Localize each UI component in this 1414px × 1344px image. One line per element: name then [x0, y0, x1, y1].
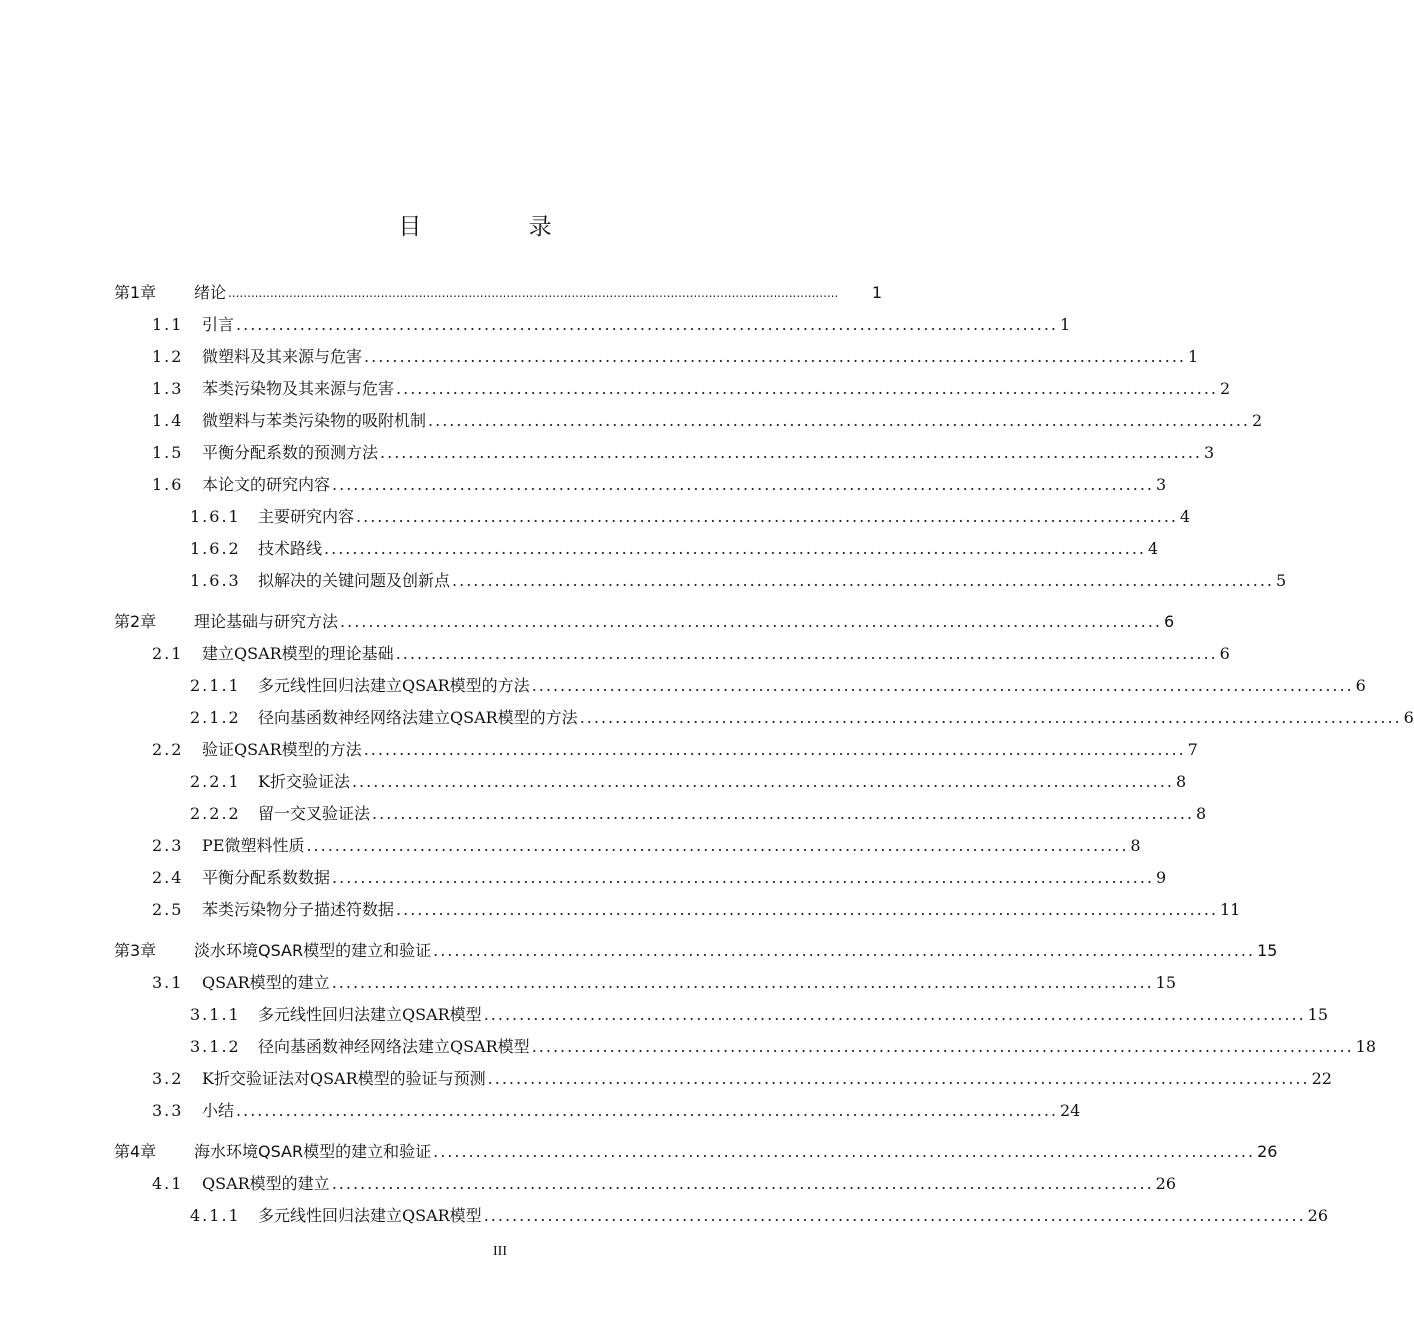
toc-entry-page: 26	[1307, 1206, 1329, 1225]
page-title: 目 录	[398, 214, 602, 240]
toc-entry-page: 26	[1257, 1142, 1278, 1161]
toc-entry-page: 7	[1187, 740, 1198, 759]
toc-entry-number: 2.1.1	[190, 676, 241, 695]
toc-entry[interactable]	[152, 866, 1167, 890]
toc-entry[interactable]	[152, 1067, 1332, 1091]
toc-entry-number: 1.2	[152, 347, 184, 366]
toc-entry-page: 6	[1403, 708, 1414, 727]
toc-entry[interactable]	[190, 1035, 1377, 1059]
toc-entry-page: 6	[1219, 644, 1230, 663]
toc-entry-title: 主要研究内容	[258, 507, 355, 526]
toc-entry-page: 8	[1175, 772, 1187, 791]
toc-leader: ....................................................................................................................	[356, 507, 1178, 526]
toc-entry-title: 本论文的研究内容	[202, 475, 331, 494]
toc-entry[interactable]	[152, 898, 1241, 922]
toc-entry-title: 苯类污染物分子描述符数据	[202, 900, 395, 919]
toc-leader: ....................................................................................................................	[364, 347, 1186, 366]
toc-leader: ....................................................................................................................	[483, 1005, 1306, 1024]
toc-entry[interactable]	[114, 939, 1278, 963]
toc-entry-page: 26	[1155, 1174, 1177, 1193]
toc-entry-page: 8	[1130, 836, 1141, 855]
toc-leader: ....................................................................................................................	[483, 1206, 1306, 1225]
toc-entry-page: 6	[1355, 676, 1366, 695]
toc-entry-number: 1.6.2	[190, 539, 241, 558]
toc-entry-page: 15	[1257, 941, 1278, 960]
toc-entry-number: 3.3	[152, 1101, 184, 1120]
toc-entry[interactable]	[152, 738, 1198, 762]
toc-entry-title: 微塑料及其来源与危害	[202, 347, 363, 366]
toc-entry-number: 4.1	[152, 1174, 184, 1193]
toc-entry[interactable]	[152, 642, 1230, 666]
toc-entry[interactable]	[152, 473, 1167, 497]
toc-leader: ....................................................................................................................	[452, 571, 1274, 590]
toc-entry-number: 1.5	[152, 443, 184, 462]
toc-entry[interactable]	[190, 505, 1191, 529]
toc-entry-page: 11	[1219, 900, 1241, 919]
toc-leader: ....................................................................................................................	[331, 973, 1154, 992]
toc-leader: ....................................................................................................................	[332, 868, 1154, 887]
toc-entry[interactable]	[114, 281, 882, 305]
toc-entry-title: 平衡分配系数的预测方法	[202, 443, 379, 462]
toc-entry-title: 验证QSAR模型的方法	[202, 740, 362, 759]
toc-entry-page: 3	[1203, 443, 1215, 462]
toc-leader: ....................................................................................................................	[433, 1142, 1256, 1161]
toc-entry[interactable]	[152, 441, 1215, 465]
toc-entry-title: 多元线性回归法建立QSAR模型的方法	[258, 676, 530, 695]
toc-entry-title: 微塑料与苯类污染物的吸附机制	[202, 411, 427, 430]
toc-leader: ....................................................................................................................	[372, 804, 1194, 823]
toc-entry-number: 2.2.2	[190, 804, 241, 823]
toc-entry-number: 第3章	[114, 941, 157, 960]
toc-entry-title: QSAR模型的建立	[202, 973, 330, 992]
toc-entry-page: 9	[1155, 868, 1167, 887]
toc-leader: ....................................................................................................................	[324, 539, 1146, 558]
toc-entry-number: 1.6.1	[190, 507, 241, 526]
toc-entry[interactable]	[152, 409, 1263, 433]
toc-entry-number: 2.2.1	[190, 772, 241, 791]
toc-entry-number: 2.2	[152, 740, 184, 759]
toc-leader: ....................................................................................................................	[363, 740, 1186, 759]
toc-entry-number: 第2章	[114, 612, 157, 631]
toc-entry-page: 2	[1251, 411, 1263, 430]
toc-entry[interactable]	[190, 770, 1187, 794]
toc-entry-page: 5	[1275, 571, 1287, 590]
toc-entry-page: 1	[871, 283, 882, 302]
toc-entry-title: 留一交叉验证法	[258, 804, 371, 823]
toc-entry-page: 4	[1147, 539, 1159, 558]
toc-leader: ....................................................................................................................	[340, 612, 1162, 631]
toc-entry-number: 1.6.3	[190, 571, 241, 590]
toc-entry-title: 淡水环境QSAR模型的建立和验证	[194, 941, 432, 960]
toc-leader: ....................................................................................................................	[531, 1037, 1354, 1056]
toc-entry-title: 多元线性回归法建立QSAR模型	[258, 1005, 482, 1024]
toc-entry[interactable]	[190, 1204, 1329, 1228]
toc-entry-number: 第1章	[114, 283, 157, 302]
toc-entry-page: 24	[1059, 1101, 1081, 1120]
toc-leader: ....................................................................................................................	[531, 676, 1354, 695]
toc-leader: ....................................................................................................................	[236, 315, 1058, 334]
toc-leader: ....................................................................................................................	[236, 1101, 1058, 1120]
toc-entry-page: 15	[1307, 1005, 1329, 1024]
toc-entry-number: 1.1	[152, 315, 184, 334]
toc-entry[interactable]	[114, 610, 1175, 634]
toc-entry-title: 平衡分配系数数据	[202, 868, 331, 887]
toc-entry-number: 2.1	[152, 644, 184, 663]
toc-entry-page: 6	[1163, 612, 1175, 631]
toc-entry-title: 小结	[202, 1101, 235, 1120]
toc-leader: ....................................................................................................................	[395, 644, 1218, 663]
toc-leader: ....................................................................................................................	[396, 379, 1218, 398]
toc-entry[interactable]	[190, 537, 1159, 561]
toc-leader: ....................................................................................................................	[332, 475, 1154, 494]
toc-entry-page: 15	[1155, 973, 1177, 992]
toc-entry[interactable]	[190, 674, 1366, 698]
toc-entry-page: 3	[1155, 475, 1167, 494]
toc-leader: ....................................................................................................................	[579, 708, 1402, 727]
toc-entry-page: 2	[1219, 379, 1231, 398]
toc-entry[interactable]	[190, 1003, 1329, 1027]
toc-entry-title: 理论基础与研究方法	[194, 612, 339, 631]
toc-entry[interactable]	[152, 834, 1141, 858]
toc-entry-title: PE微塑料性质	[202, 836, 305, 855]
toc-entry-page: 18	[1355, 1037, 1377, 1056]
toc-entry[interactable]	[114, 1140, 1278, 1164]
toc-entry-number: 4.1.1	[190, 1206, 241, 1225]
toc-leader: ....................................................................................................................	[433, 941, 1256, 960]
toc-entry-number: 2.5	[152, 900, 184, 919]
toc-entry-title: 多元线性回归法建立QSAR模型	[258, 1206, 482, 1225]
toc-entry-number: 1.3	[152, 379, 184, 398]
toc-entry-number: 2.3	[152, 836, 184, 855]
toc-entry-number: 3.1.2	[190, 1037, 241, 1056]
toc-entry-number: 第4章	[114, 1142, 157, 1161]
toc-entry-number: 1.4	[152, 411, 184, 430]
toc-entry-number: 3.1.1	[190, 1005, 241, 1024]
toc-entry[interactable]	[152, 1099, 1081, 1123]
toc-leader: ....................................................................................................................	[428, 411, 1250, 430]
toc-entry[interactable]	[152, 345, 1199, 369]
toc-entry-title: 引言	[202, 315, 235, 334]
toc-entry-title: 径向基函数神经网络法建立QSAR模型	[258, 1037, 530, 1056]
toc-entry-title: 建立QSAR模型的理论基础	[202, 644, 394, 663]
toc-entry-number: 2.4	[152, 868, 184, 887]
toc-entry-page: 8	[1195, 804, 1207, 823]
toc-entry-page: 22	[1311, 1069, 1332, 1088]
toc-entry[interactable]	[190, 802, 1207, 826]
toc-leader: ....................................................................................................................	[380, 443, 1202, 462]
toc-entry[interactable]	[152, 971, 1177, 995]
toc-entry-title: 海水环境QSAR模型的建立和验证	[194, 1142, 432, 1161]
toc-leader: ................................................................................................................................................................	[228, 286, 839, 300]
toc-leader: ....................................................................................................................	[306, 836, 1129, 855]
toc-entry-number: 3.2	[152, 1069, 184, 1088]
toc-entry-page: 1	[1059, 315, 1071, 334]
toc-leader: ....................................................................................................................	[487, 1069, 1310, 1088]
toc-entry-title: QSAR模型的建立	[202, 1174, 330, 1193]
toc-entry-number: 3.1	[152, 973, 184, 992]
toc-entry-number: 1.6	[152, 475, 184, 494]
toc-entry-title: 径向基函数神经网络法建立QSAR模型的方法	[258, 708, 578, 727]
toc-entry-page: 4	[1179, 507, 1191, 526]
toc-entry[interactable]	[152, 313, 1071, 337]
toc-leader: ....................................................................................................................	[351, 772, 1174, 791]
toc-entry-title: 苯类污染物及其来源与危害	[202, 379, 395, 398]
toc-entry-title: K折交验证法	[258, 772, 350, 791]
toc-entry-number: 2.1.2	[190, 708, 241, 727]
toc-entry[interactable]	[190, 706, 1414, 730]
toc-entry[interactable]	[152, 377, 1231, 401]
toc-leader: ....................................................................................................................	[331, 1174, 1154, 1193]
toc-entry-title: 绪论	[194, 283, 227, 302]
toc-entry[interactable]	[190, 569, 1287, 593]
toc-entry[interactable]	[152, 1172, 1177, 1196]
toc-entry-page: 1	[1187, 347, 1199, 366]
toc-entry-title: 拟解决的关键问题及创新点	[258, 571, 451, 590]
page-number-footer: III	[493, 1244, 507, 1259]
toc-entry-title: 技术路线	[258, 539, 323, 558]
toc-leader: ....................................................................................................................	[396, 900, 1218, 919]
toc-entry-title: K折交验证法对QSAR模型的验证与预测	[202, 1069, 486, 1088]
